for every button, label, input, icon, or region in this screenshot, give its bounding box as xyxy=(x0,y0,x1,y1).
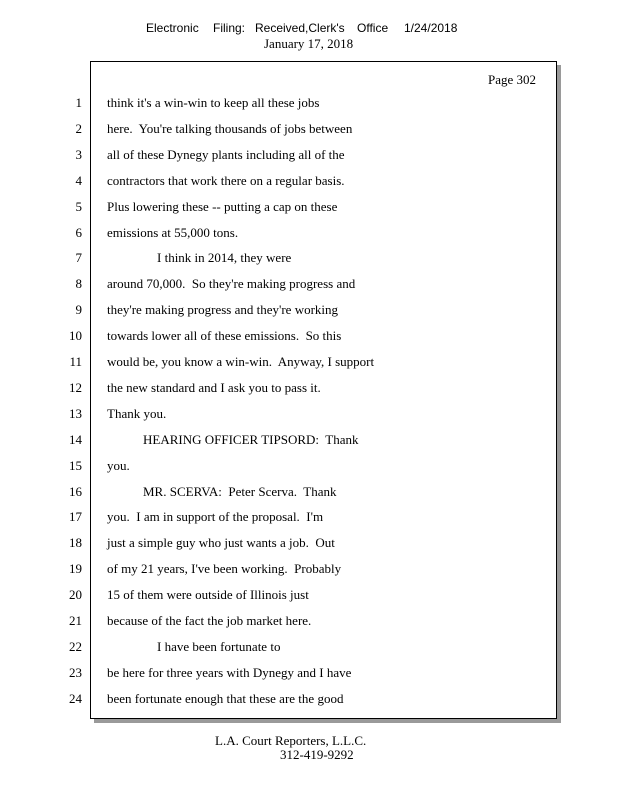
page-number: Page 302 xyxy=(488,72,537,87)
filing-label-filing: Filing: xyxy=(213,21,246,35)
line-number: 5 xyxy=(75,199,82,214)
line-number: 23 xyxy=(69,665,82,680)
line-number: 16 xyxy=(69,484,82,499)
transcript-line: think it's a win-win to keep all these jobs xyxy=(107,95,320,110)
transcript-line: HEARING OFFICER TIPSORD: Thank xyxy=(143,432,359,447)
hearing-date: January 17, 2018 xyxy=(264,36,354,51)
footer-company: L.A. Court Reporters, L.L.C. xyxy=(215,733,367,748)
transcript-line: just a simple guy who just wants a job. Out xyxy=(107,535,335,550)
transcript-line: they're making progress and they're working xyxy=(107,302,339,317)
transcript-line: Thank you. xyxy=(107,406,167,421)
line-number: 10 xyxy=(69,328,82,343)
transcript-line: of my 21 years, I've been working. Probably xyxy=(107,561,342,576)
line-number: 8 xyxy=(75,276,82,291)
transcript-line: I have been fortunate to xyxy=(157,639,281,654)
line-number: 4 xyxy=(75,173,82,188)
line-number: 21 xyxy=(69,613,82,628)
transcript-line: because of the fact the job market here. xyxy=(107,613,312,628)
transcript-line: I think in 2014, they were xyxy=(157,250,292,265)
line-number: 1 xyxy=(75,95,82,110)
line-number: 17 xyxy=(69,509,82,524)
line-number: 13 xyxy=(69,406,82,421)
transcript-line: 15 of them were outside of Illinois just xyxy=(107,587,309,602)
transcript-line: you. xyxy=(107,458,130,473)
transcript-line: emissions at 55,000 tons. xyxy=(107,225,239,240)
transcript-line: all of these Dynegy plants including all of the xyxy=(107,147,345,162)
transcript-line: been fortunate enough that these are the good xyxy=(107,691,344,706)
filing-date: 1/24/2018 xyxy=(404,21,458,35)
filing-label-electronic: Electronic xyxy=(146,21,199,35)
transcript-line: would be, you know a win-win. Anyway, I support xyxy=(107,354,375,369)
filing-label-office: Office xyxy=(357,21,389,35)
line-number: 2 xyxy=(75,121,82,136)
line-number: 20 xyxy=(69,587,82,602)
footer-phone: 312-419-9292 xyxy=(280,747,354,762)
transcript-line: you. I am in support of the proposal. I'm xyxy=(107,509,324,524)
line-number: 9 xyxy=(75,302,82,317)
transcript-line: MR. SCERVA: Peter Scerva. Thank xyxy=(143,484,337,499)
transcript-line: contractors that work there on a regular basis. xyxy=(107,173,345,188)
line-number: 11 xyxy=(69,354,82,369)
line-number: 12 xyxy=(69,380,82,395)
transcript-line: Plus lowering these -- putting a cap on these xyxy=(107,199,338,214)
line-number: 15 xyxy=(69,458,82,473)
transcript-line: towards lower all of these emissions. So this xyxy=(107,328,342,343)
transcript-line: here. You're talking thousands of jobs between xyxy=(107,121,353,136)
line-number: 14 xyxy=(69,432,82,447)
transcript-line: the new standard and I ask you to pass it. xyxy=(107,380,321,395)
line-number: 7 xyxy=(75,250,82,265)
line-number: 22 xyxy=(69,639,82,654)
transcript-line: be here for three years with Dynegy and I have xyxy=(107,665,352,680)
line-number: 3 xyxy=(75,147,82,162)
line-number: 19 xyxy=(69,561,82,576)
line-number: 6 xyxy=(75,225,82,240)
line-number: 18 xyxy=(69,535,82,550)
filing-label-received: Received,Clerk's xyxy=(255,21,345,35)
transcript-line: around 70,000. So they're making progress and xyxy=(107,276,356,291)
line-number: 24 xyxy=(69,691,82,706)
